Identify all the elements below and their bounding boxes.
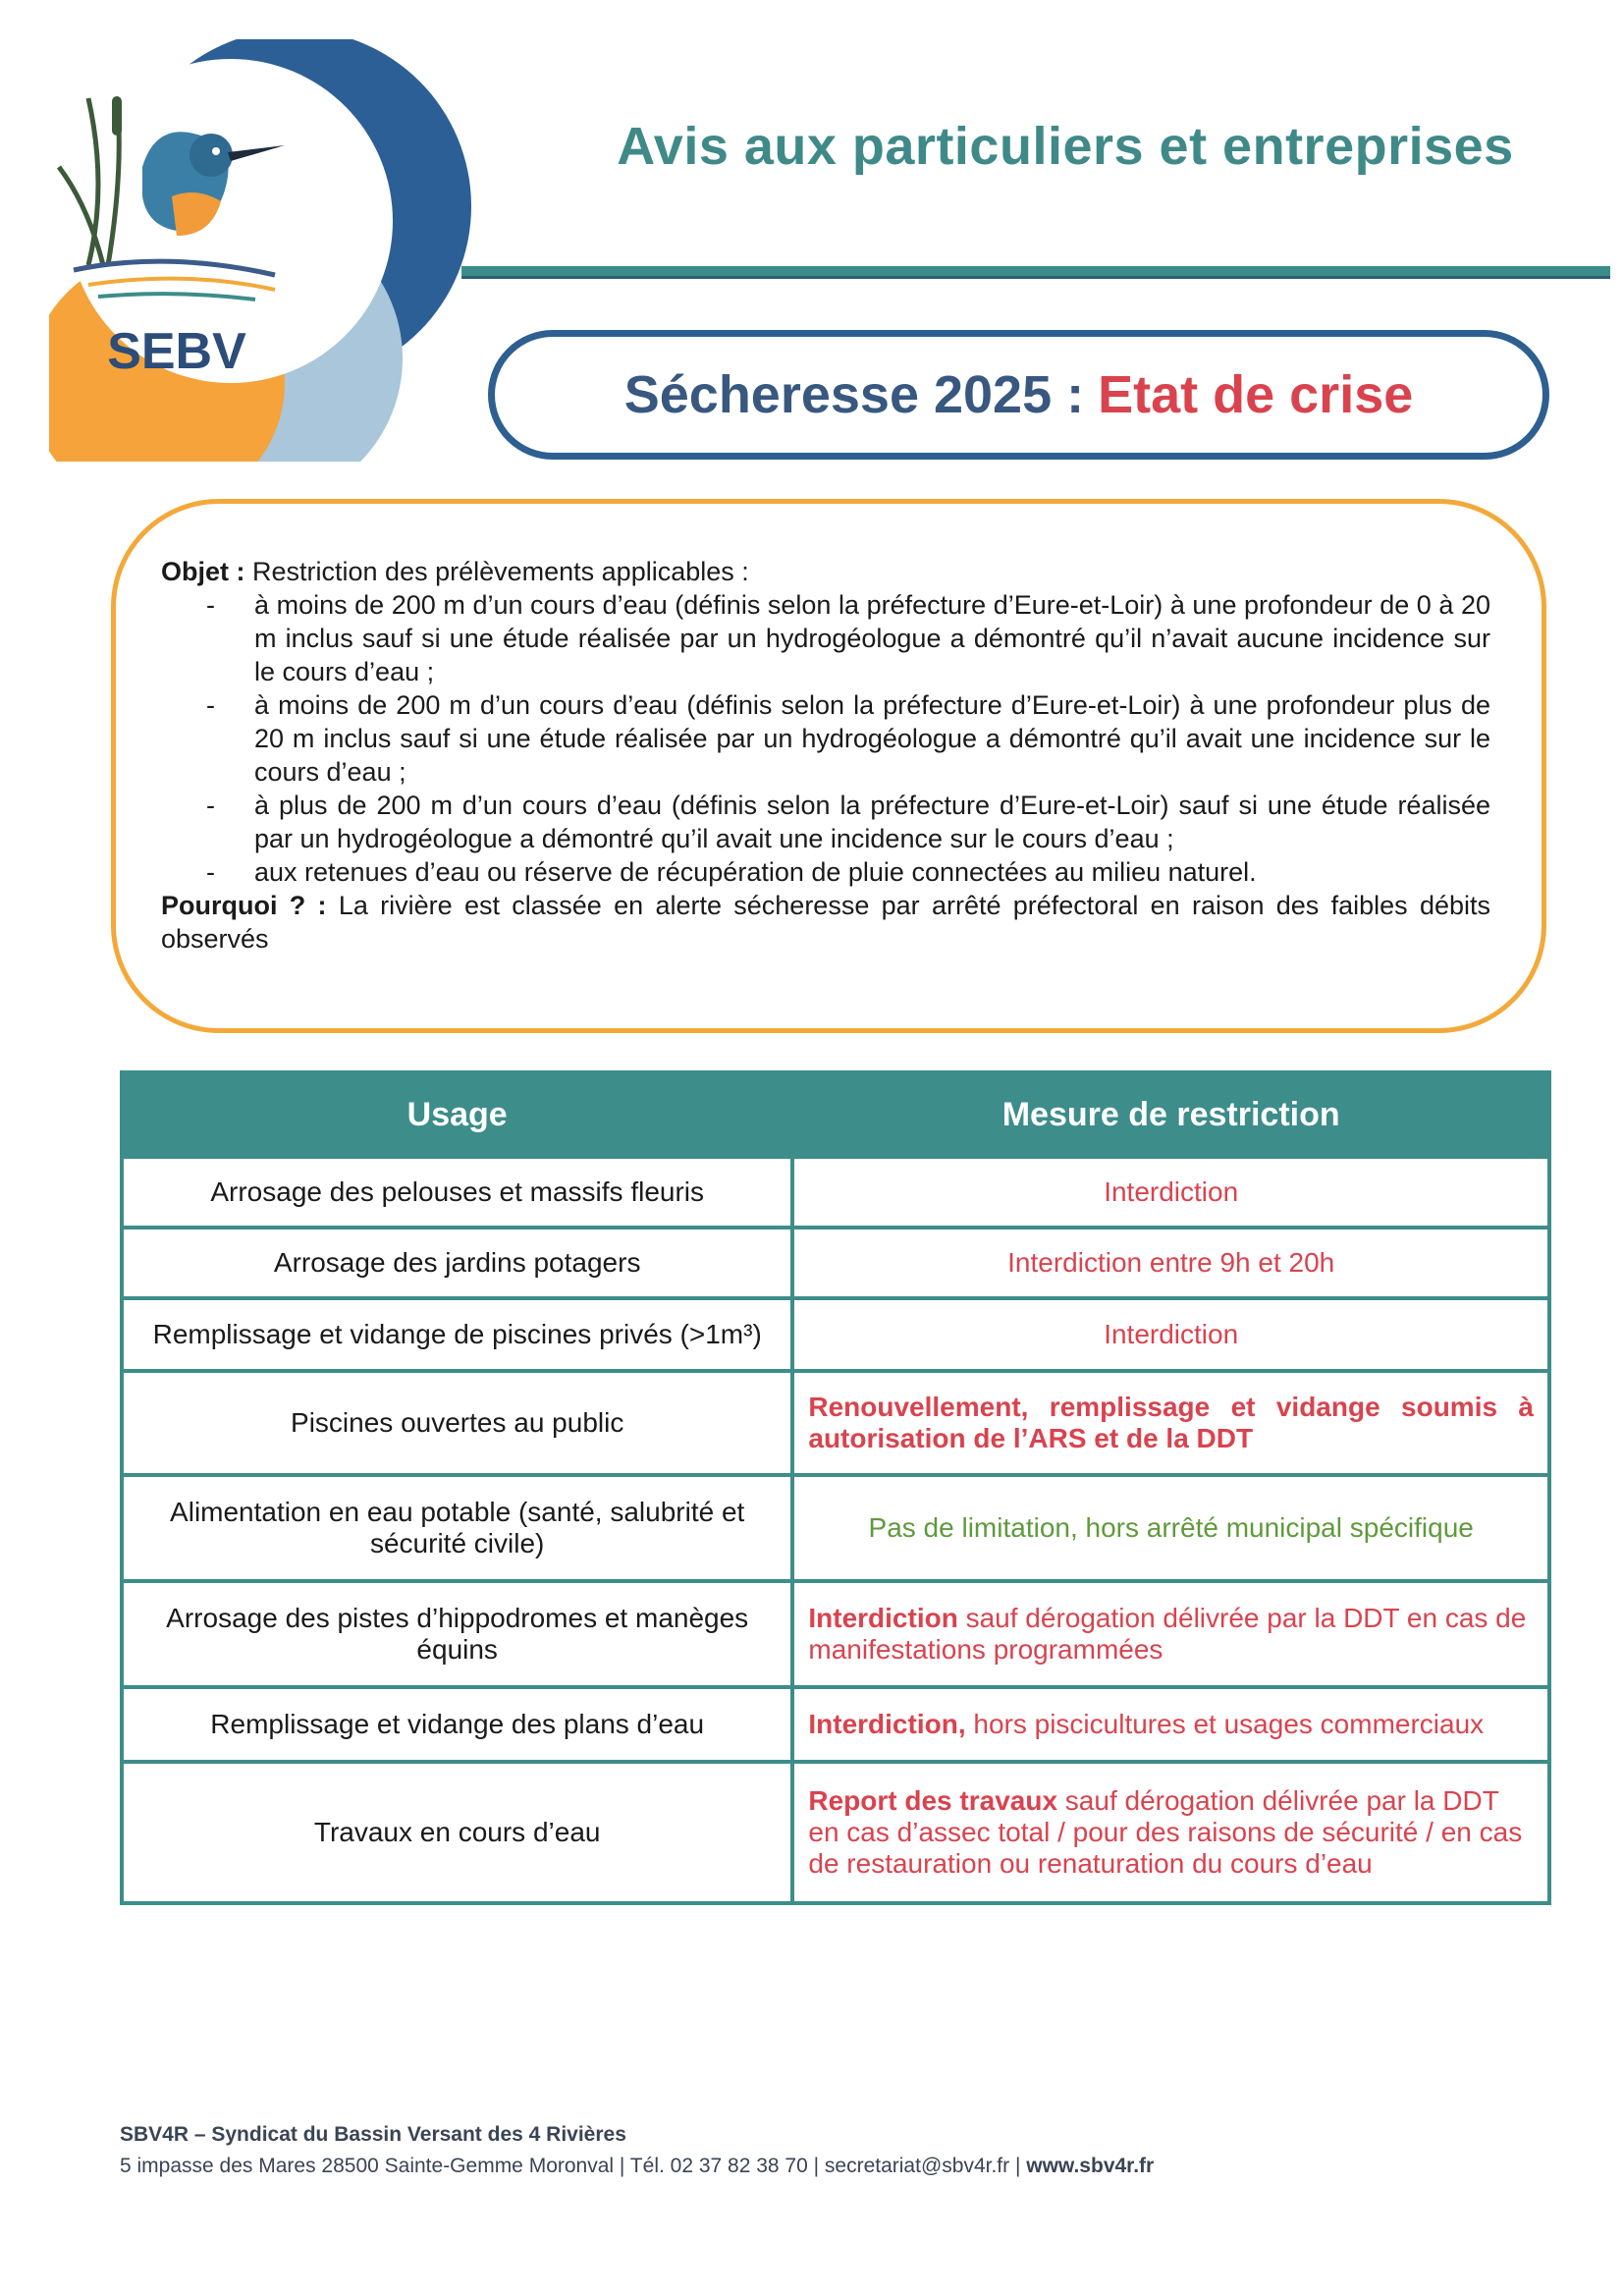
measure-cell (792, 1475, 1549, 1581)
measure-text: Pas de limitation, hors arrêté municipal spécifique (868, 1512, 1474, 1543)
page-title: Avis aux particuliers et entreprises (617, 117, 1514, 176)
measure-strong: Interdiction (808, 1603, 958, 1633)
status-banner (488, 330, 1549, 460)
measure-text: Renouvellement, remplissage et vidange soumis à autorisation de l’ARS et de la DDT (808, 1392, 1534, 1453)
footer-address: 5 impasse des Mares 28500 Sainte-Gemme Moronval | Tél. 02 37 82 38 70 | secretariat@sbv4r.fr | (120, 2155, 1027, 2177)
table-row (122, 1475, 1549, 1581)
restriction-table (120, 1070, 1551, 1905)
pourquoi-label: Pourquoi ? : (161, 891, 327, 920)
usage-cell: Arrosage des pistes d’hippodromes et manèges équins (122, 1581, 792, 1687)
usage-cell: Remplissage et vidange de piscines privés (>1m³) (122, 1298, 792, 1371)
table-header-row (122, 1072, 1549, 1157)
footer (120, 2119, 1154, 2182)
measure-cell (792, 1228, 1549, 1298)
list-item: - aux retenues d’eau ou réserve de récupération de pluie connectées au milieu naturel. (161, 855, 1490, 889)
header-mesure: Mesure de restriction (792, 1072, 1549, 1157)
objet-intro-text: Restriction des prélèvements applicables : (252, 557, 749, 586)
objet-intro (161, 555, 1490, 588)
measure-text: Interdiction (1104, 1176, 1239, 1207)
usage-cell: Arrosage des jardins potagers (122, 1228, 792, 1298)
title-divider (461, 266, 1610, 276)
pourquoi-paragraph (161, 889, 1490, 956)
measure-cell (792, 1298, 1549, 1371)
objet-box (111, 499, 1546, 1033)
list-item: - à moins de 200 m d’un cours d’eau (définis selon la préfecture d’Eure-et-Loir) à une profondeur de 0 à 20 m inclus sauf si une étude réalisée par un hydrogéologue a démontré qu’il n’avait aucune incidence sur le cours d’eau ; (161, 588, 1490, 688)
table-row (122, 1687, 1549, 1762)
measure-text: sauf dérogation délivrée par la DDT en cas de manifestations programmées (808, 1603, 1527, 1665)
table-row (122, 1762, 1549, 1903)
list-item: - à moins de 200 m d’un cours d’eau (définis selon la préfecture d’Eure-et-Loir) à une profondeur plus de 20 m inclus sauf si une étude réalisée par un hydrogéologue a démontré qu’il avait une incidence sur le cours d’eau ; (161, 688, 1490, 789)
measure-text: Interdiction entre 9h et 20h (1007, 1247, 1335, 1278)
logo-text: SEBV (107, 323, 246, 380)
footer-contact (120, 2151, 1154, 2182)
measure-cell (792, 1581, 1549, 1687)
banner-crisis-label: Etat de crise (1098, 365, 1414, 424)
usage-cell: Alimentation en eau potable (santé, salubrité et sécurité civile) (122, 1475, 792, 1581)
usage-cell: Piscines ouvertes au public (122, 1371, 792, 1475)
usage-cell: Remplissage et vidange des plans d’eau (122, 1687, 792, 1762)
measure-strong: Report des travaux (808, 1785, 1058, 1816)
table-row (122, 1298, 1549, 1371)
table-row (122, 1581, 1549, 1687)
banner-year-label: Sécheresse 2025 : (623, 365, 1085, 424)
measure-strong: Interdiction, (808, 1709, 966, 1739)
objet-list (161, 588, 1490, 889)
measure-text: sauf dérogation délivrée par la DDT en cas d’assec total / pour des raisons de sécurité / en cas de restauration ou renaturation du cours d’eau (808, 1785, 1523, 1879)
measure-cell (792, 1687, 1549, 1762)
footer-org: SBV4R – Syndicat du Bassin Versant des 4 Rivières (120, 2123, 626, 2146)
measure-cell (792, 1762, 1549, 1903)
measure-text: hors piscicultures et usages commerciaux (965, 1709, 1485, 1739)
measure-cell (792, 1157, 1549, 1228)
pourquoi-text: La rivière est classée en alerte sécheresse par arrêté préfectoral en raison des faibles débits observés (161, 891, 1490, 954)
usage-cell: Travaux en cours d’eau (122, 1762, 792, 1903)
table-row (122, 1228, 1549, 1298)
table-row (122, 1371, 1549, 1475)
title-divider-shadow (461, 276, 1610, 279)
measure-cell (792, 1371, 1549, 1475)
objet-label: Objet : (161, 557, 245, 586)
table-row (122, 1157, 1549, 1228)
measure-text: Interdiction (1104, 1319, 1239, 1349)
usage-cell: Arrosage des pelouses et massifs fleuris (122, 1157, 792, 1228)
list-item: - à plus de 200 m d’un cours d’eau (définis selon la préfecture d’Eure-et-Loir) sauf si une étude réalisée par un hydrogéologue a démontré qu’il avait une incidence sur le cours d’eau ; (161, 789, 1490, 855)
sebv-logo (49, 39, 511, 471)
footer-website-link[interactable]: www.sbv4r.fr (1026, 2155, 1155, 2177)
header-usage: Usage (122, 1072, 792, 1157)
